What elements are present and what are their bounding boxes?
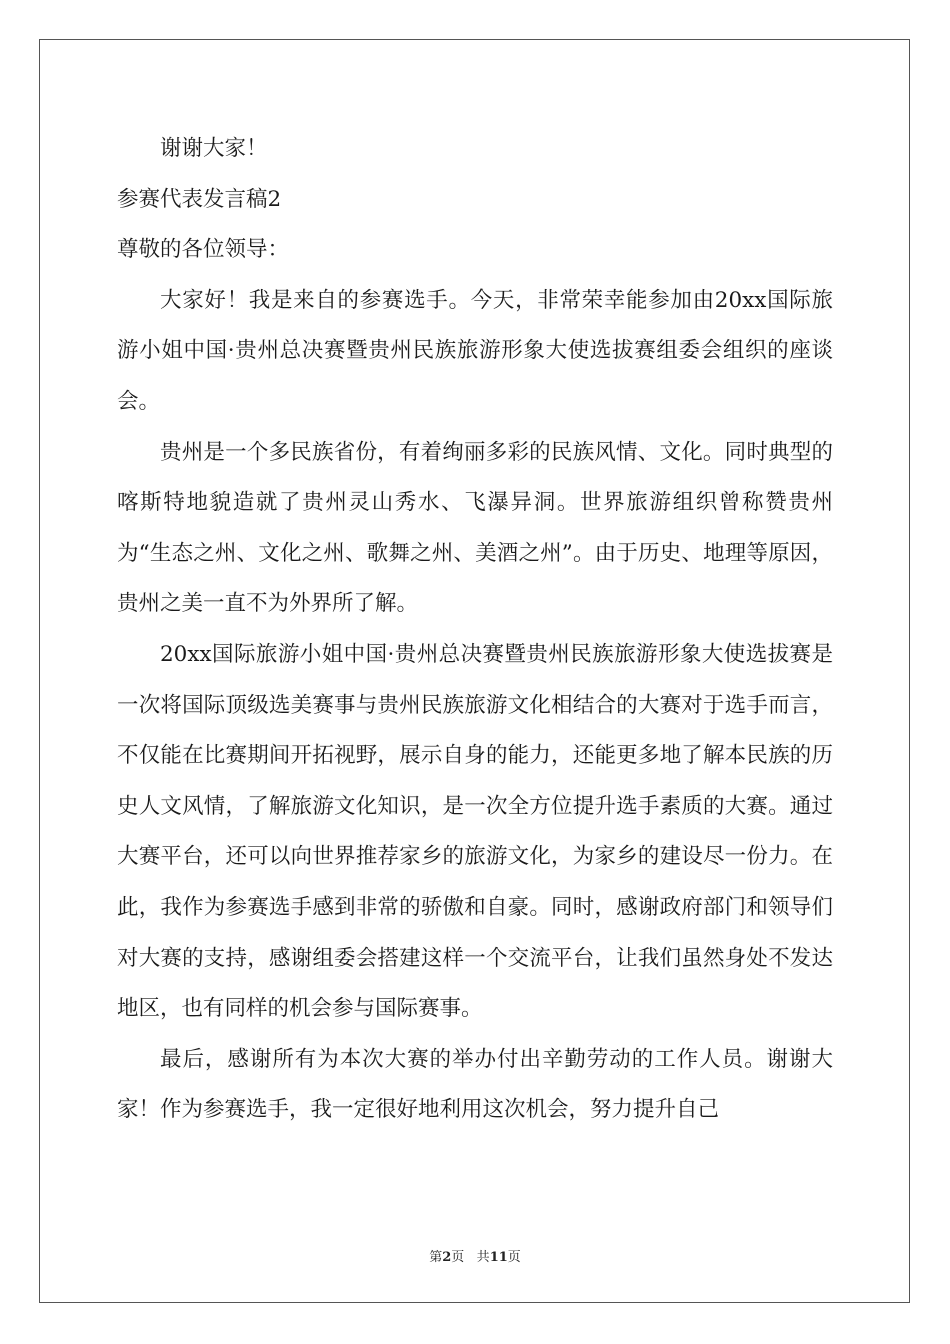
- paragraph-closing: 最后，感谢所有为本次大赛的举办付出辛勤劳动的工作人员。谢谢大家！作为参赛选手，我一定很好地利用这次机会，努力提升自己: [117, 1046, 833, 1123]
- section-title: 参赛代表发言稿2: [117, 186, 282, 212]
- document-body: [117, 124, 833, 1136]
- salutation: 尊敬的各位领导：: [117, 237, 290, 263]
- total-prefix: 共: [476, 1250, 490, 1265]
- paragraph-contest: 20xx国际旅游小姐中国·贵州总决赛暨贵州民族旅游形象大使选拔赛是一次将国际顶级选美赛事与贵州民族旅游文化相结合的大赛对于选手而言，不仅能在比赛期间开拓视野，展示自身的能力，还能更多地了解本民族的历史人文风情，了解旅游文化知识，是一次全方位提升选手素质的大赛。通过大赛平台，还可以向世界推荐家乡的旅游文化，为家乡的建设尽一份力。在此，我作为参赛选手感到非常的骄傲和自豪。同时，感谢政府部门和领导们对大赛的支持，感谢组委会搭建这样一个交流平台，让我们虽然身处不发达地区，也有同样的机会参与国际赛事。: [117, 641, 833, 1022]
- paragraph-guizhou: 贵州是一个多民族省份，有着绚丽多彩的民族风情、文化。同时典型的喀斯特地貌造就了贵州灵山秀水、飞瀑异洞。世界旅游组织曾称赞贵州为“生态之州、文化之州、歌舞之州、美酒之州”。由于历史、地理等原因，贵州之美一直不为外界所了解。: [117, 439, 833, 617]
- paragraph-intro: 大家好！我是来自的参赛选手。今天，非常荣幸能参加由20xx国际旅游小姐中国·贵州总决赛暨贵州民族旅游形象大使选拔赛组委会组织的座谈会。: [117, 287, 833, 414]
- total-suffix: 页: [507, 1250, 521, 1265]
- page-suffix: 页: [451, 1250, 465, 1265]
- total-pages: 11: [489, 1250, 508, 1265]
- page-prefix: 第: [429, 1250, 443, 1265]
- page-footer: [0, 1246, 950, 1265]
- paragraph-thanks: 谢谢大家！: [160, 136, 268, 161]
- page-number: 2: [442, 1250, 452, 1265]
